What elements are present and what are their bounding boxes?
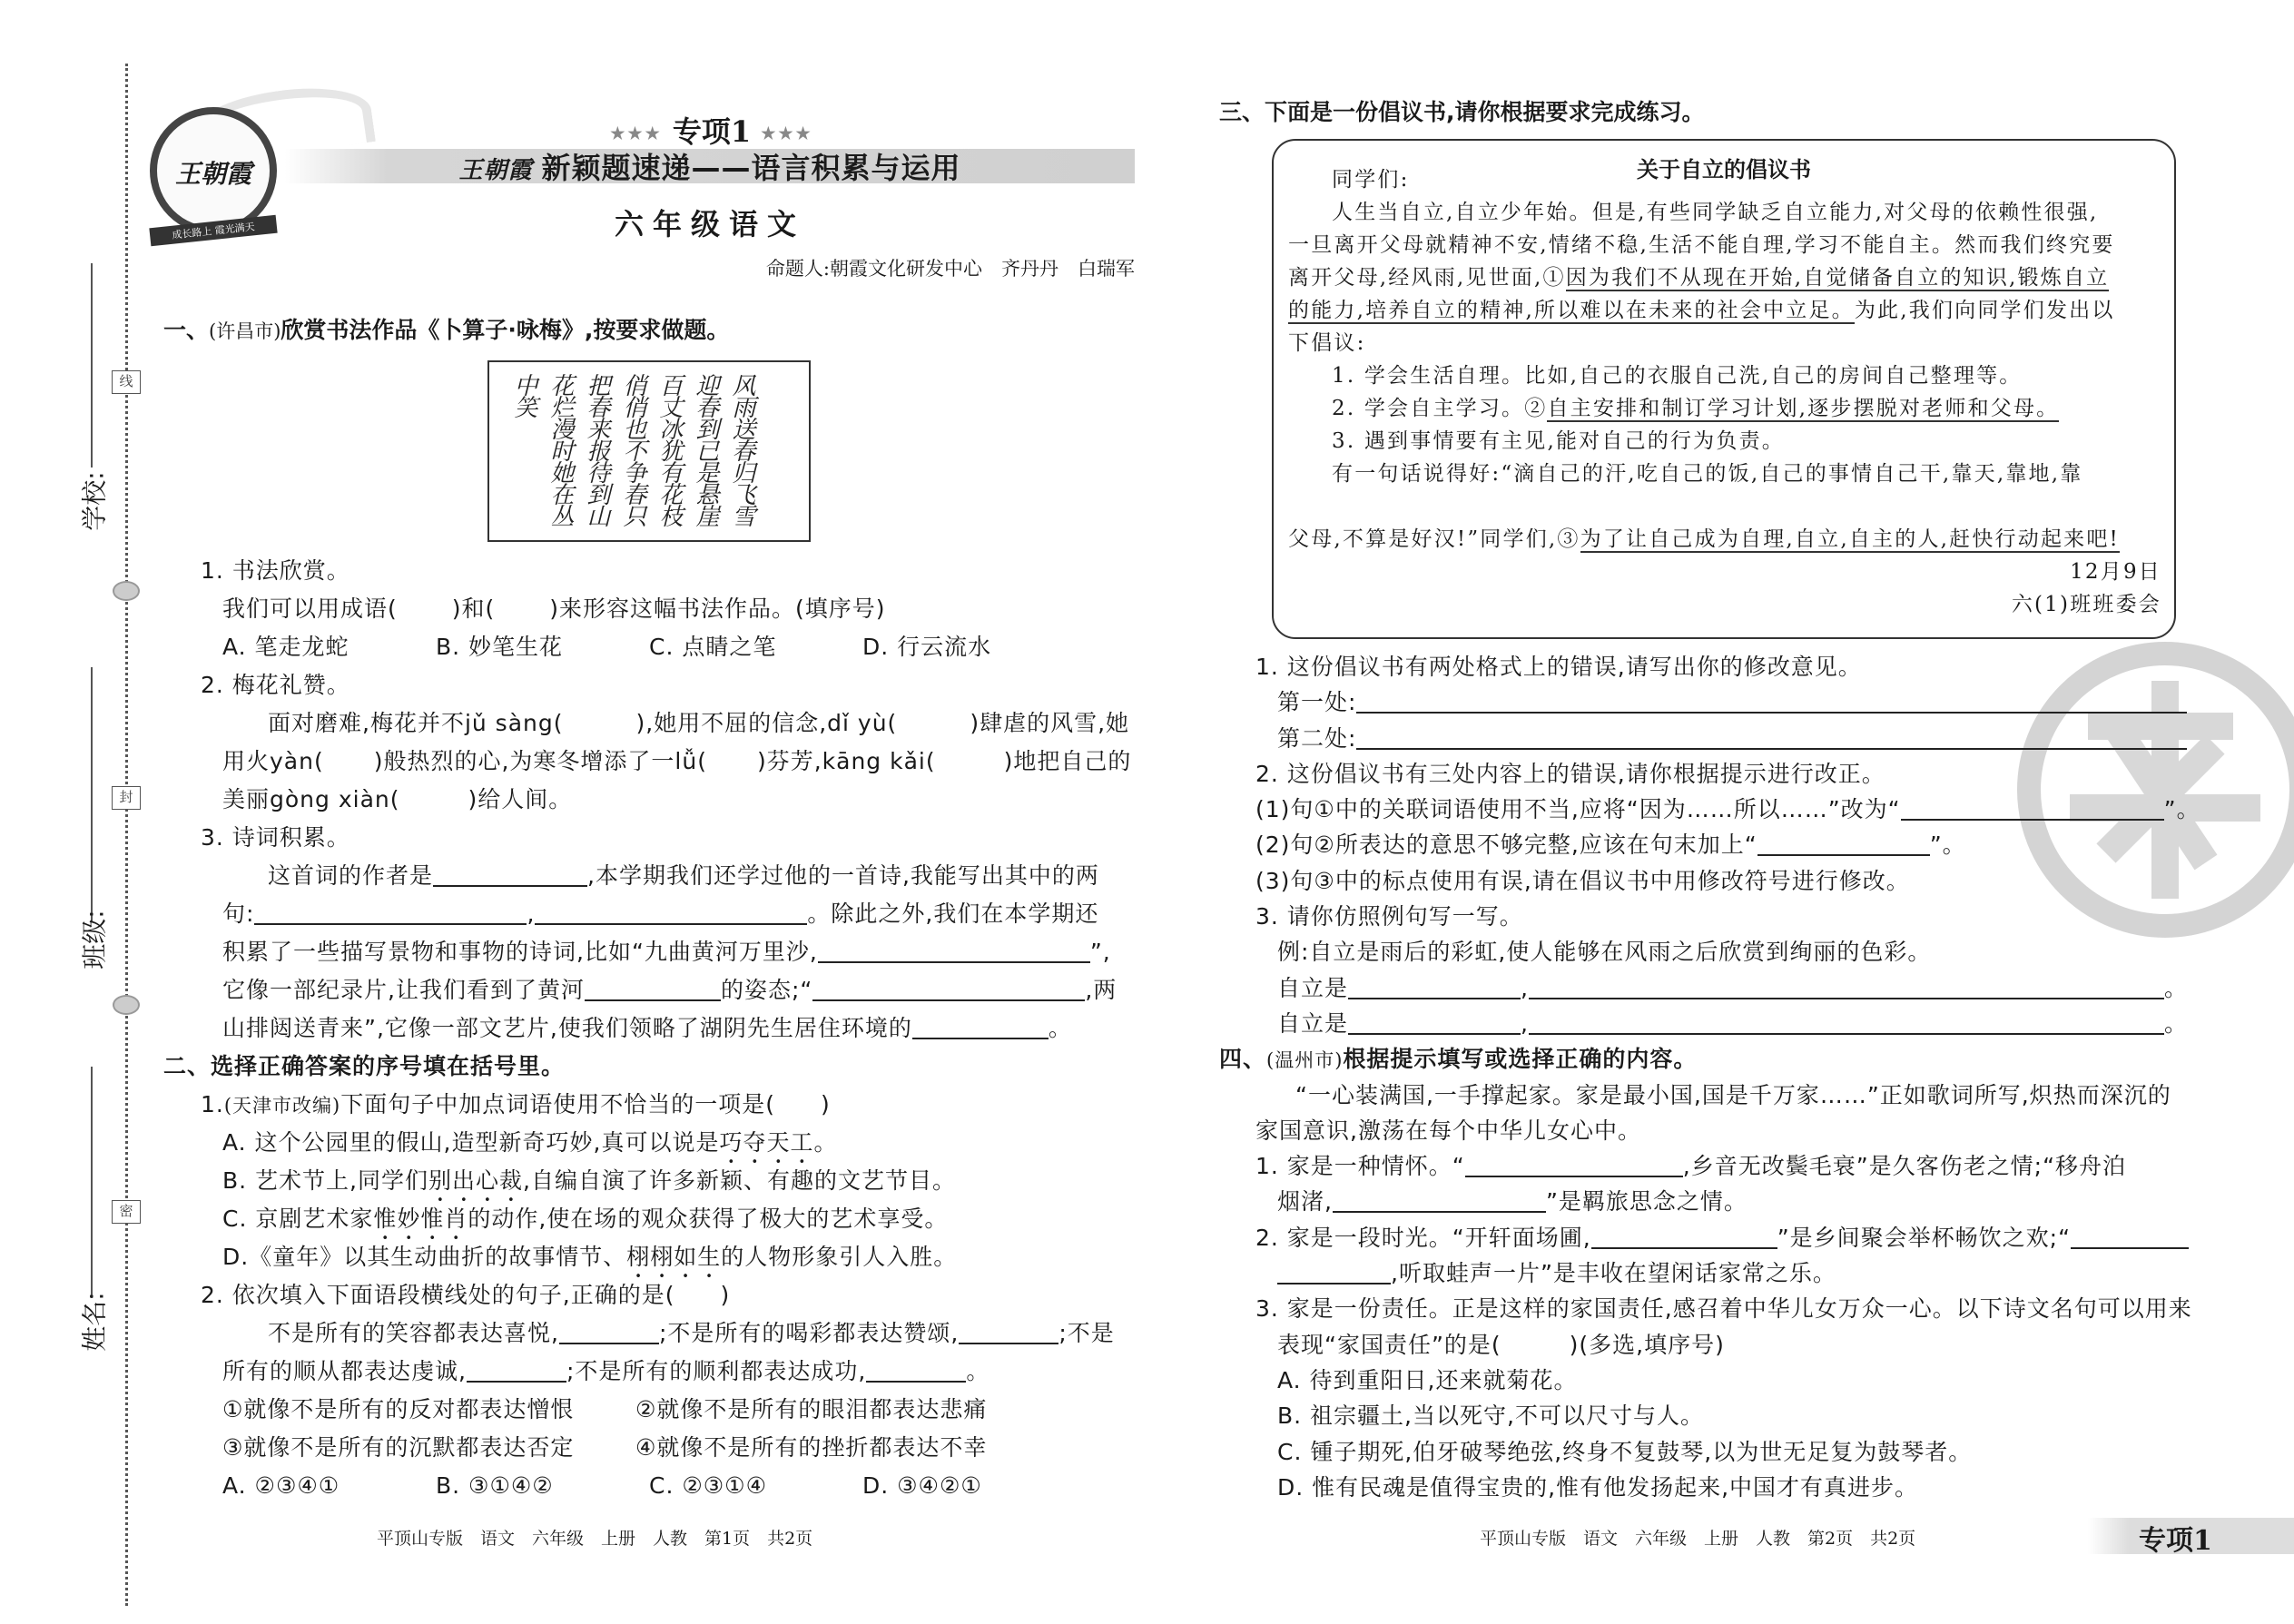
text-segment: 父母,不算是好汉!”同学们,③ — [1288, 527, 1580, 551]
text-segment: , — [527, 901, 536, 927]
answer-blank[interactable] — [866, 1359, 966, 1383]
q4-s1 — [1255, 1148, 2195, 1184]
q1-s1-question — [222, 590, 1138, 628]
text-segment: 的姿态;“ — [720, 977, 813, 1003]
q1-s1-options — [222, 628, 1138, 666]
answer-blank[interactable] — [1277, 1261, 1391, 1284]
text-segment: 2. 依次填入下面语段横线处的句子,正确的是( — [201, 1282, 675, 1308]
letter-line — [1288, 523, 2161, 556]
text-segment: 巧夺天工 — [719, 1129, 814, 1156]
text-segment: 所有的顺从都表达虔诚, — [222, 1358, 467, 1384]
answer-blank[interactable] — [433, 863, 587, 887]
q4-s1 — [1277, 1184, 2195, 1219]
q2-s2-items — [222, 1429, 1138, 1467]
text-segment: 我们可以用成语( — [222, 595, 398, 622]
q3-s3-answer — [1277, 970, 2195, 1006]
letter-signer: 六(1)班班委会 — [2011, 593, 2161, 616]
q1-s3-line — [268, 857, 1138, 895]
answer-blank[interactable] — [1356, 690, 2187, 714]
name-label: 姓名: — [79, 1292, 110, 1352]
q4-intro: 家国意识,激荡在每个中华儿女心中。 — [1255, 1117, 1641, 1144]
class-label: 班级: — [79, 910, 110, 969]
answer-blank[interactable] — [912, 1016, 1049, 1039]
text-segment: 1. — [201, 1091, 224, 1117]
text-segment: (2)句②所表达的意思不够完整,应该在句末加上“ — [1255, 832, 1757, 859]
text-segment: 。 — [966, 1358, 990, 1384]
page-title — [285, 145, 1135, 187]
calligraphy-text: 风雨送春归飞雪迎春到已是悬崖百丈冰犹有花枝俏俏也不争春只把春来报待到山花烂漫时她在丛中笑 — [510, 373, 755, 526]
text-segment: D.《童年》以其生动曲折的故事情节、 — [222, 1244, 627, 1270]
letter-item: 3. 遇到事情要有主见,能对自己的行为负责。 — [1332, 429, 1785, 453]
class-line[interactable] — [91, 667, 93, 921]
item-2: ②就像不是所有的眼泪都表达悲痛 — [635, 1396, 988, 1422]
text-segment: 。 — [1048, 1015, 1072, 1041]
ornament-icon — [113, 995, 140, 1015]
footer-right: 平顶山专版 语文 六年级 上册 人教 第2页 共2页 — [1480, 1529, 1916, 1549]
school-line[interactable] — [91, 263, 93, 468]
q1-s2-line — [268, 704, 1138, 743]
text-segment: 。除此之外,我们在本学期还 — [807, 901, 1099, 927]
text-segment: )地把自己的 — [1003, 748, 1132, 774]
text-segment: ”是乡间聚会举杯畅饮之欢;“ — [1777, 1224, 2072, 1251]
letter-title: 关于自立的倡议书 — [1637, 157, 1811, 182]
letter-line: 有一句话说得好:“滴自己的汗,吃自己的饭,自己的事情自己干,靠天,靠地,靠 — [1332, 462, 2083, 486]
text-segment: 为此,我们向同学们发出以 — [1854, 299, 2115, 322]
brand-signature: 王朝霞 — [458, 157, 533, 184]
text-segment: )给人间。 — [468, 786, 573, 812]
answer-blank[interactable] — [1591, 1225, 1777, 1249]
q4-option-b[interactable]: B. 祖宗疆土,当以死守,不可以尺寸与人。 — [1277, 1403, 1704, 1430]
q3-s2-title: 2. 这份倡议书有三处内容上的错误,请你根据提示进行改正。 — [1255, 760, 1885, 787]
letter-body — [1288, 163, 2161, 621]
q1-s3-line — [222, 971, 1138, 1009]
q1-source: (许昌市) — [209, 320, 281, 342]
text-segment: , — [1521, 974, 1529, 1001]
school-label: 学校: — [79, 471, 110, 531]
text-segment: 自主安排和制订学习计划,逐步摆脱对老师和父母。 — [1547, 397, 2060, 420]
q4-s2 — [1255, 1220, 2195, 1255]
seal-mark-secret: 密 — [112, 1200, 141, 1224]
text-segment — [1288, 490, 2161, 523]
answer-blank[interactable] — [467, 1359, 566, 1383]
text-segment: 惟妙惟肖 — [373, 1206, 468, 1232]
q4-option-c[interactable]: C. 锺子期死,伯牙破琴绝弦,终身不复鼓琴,以为世无足复为鼓琴者。 — [1277, 1438, 1973, 1465]
answer-blank[interactable] — [1348, 976, 1521, 999]
q4-option-d[interactable]: D. 惟有民魂是值得宝贵的,惟有他发扬起来,中国才有真进步。 — [1277, 1473, 1919, 1501]
q1-s3-line — [222, 1009, 1138, 1048]
option-b[interactable]: B. ③①④② — [436, 1472, 554, 1499]
q3-heading: 三、下面是一份倡议书,请你根据要求完成练习。 — [1219, 99, 1705, 125]
name-line[interactable] — [91, 1067, 93, 1298]
text-segment: 栩栩如生 — [626, 1244, 722, 1270]
text-segment: 的人物形象引人入胜。 — [721, 1244, 958, 1270]
text-segment: ,自编自演了许多新颖、有趣的文艺节目。 — [523, 1167, 956, 1194]
text-segment: (1)句①中的关联词语使用不当,应将“因为……所以……”改为“ — [1255, 796, 1901, 823]
text-segment: 不是所有的笑容都表达喜悦, — [268, 1320, 559, 1346]
text-segment: 1. 家是一种情怀。“ — [1255, 1153, 1465, 1180]
text-segment: 的能力,培养自立的精神,所以难以在未来的社会中立足。 — [1288, 299, 1855, 322]
text-segment: )芬芳,kāng kǎi( — [756, 748, 936, 774]
q2-s1-option-b[interactable] — [222, 1162, 1138, 1200]
text-segment: (温州市) — [1266, 1049, 1344, 1072]
answer-blank[interactable] — [818, 940, 1090, 963]
q3-s1-first — [1277, 684, 2195, 720]
answer-blank[interactable] — [1333, 1189, 1546, 1213]
text-segment: 美丽gòng xiàn( — [222, 786, 400, 812]
text-segment: 2. 学会自主学习。② — [1332, 397, 1548, 420]
q2-s2-options — [222, 1467, 1138, 1505]
text-segment: 2. 家是一段时光。“开轩面场圃, — [1255, 1224, 1591, 1251]
q3-s1-second — [1277, 721, 2195, 756]
text-segment: 第一处: — [1277, 689, 1357, 716]
q1-s1-title: 1. 书法欣赏。 — [201, 557, 350, 584]
option-c[interactable]: C. 点睛之笔 — [649, 634, 777, 660]
logo-text: 王朝霞 — [174, 159, 251, 189]
text-segment: 因为我们不从现在开始,自觉储备自立的知识,锻炼自立 — [1565, 266, 2110, 290]
calligraphy-image — [487, 360, 811, 542]
q2-s1-title — [201, 1086, 1138, 1124]
q2-s1-option-a[interactable] — [222, 1124, 1138, 1162]
text-segment: B. 艺术节上,同学们 — [222, 1167, 428, 1194]
text-segment: ”。 — [1929, 832, 1966, 859]
answer-blank[interactable] — [2071, 1225, 2189, 1249]
text-segment: ,乡音无改鬓毛衰”是久客伤老之情;“移舟泊 — [1682, 1153, 2127, 1180]
text-segment: )般热烈的心,为寒冬增添了一lǚ( — [373, 748, 707, 774]
text-segment: ,本学期我们还学过他的一首诗,我能写出其中的两 — [587, 862, 1099, 889]
q1-s2-line — [222, 743, 1138, 781]
text-segment: 这首词的作者是 — [268, 862, 434, 889]
q4-option-a[interactable]: A. 待到重阳日,还来就菊花。 — [1277, 1366, 1578, 1393]
text-segment: 烟渚, — [1277, 1188, 1333, 1216]
letter-line — [1288, 294, 2161, 327]
item-3: ③就像不是所有的沉默都表达否定 — [222, 1434, 575, 1461]
binding-dotted-line — [125, 64, 128, 1606]
stars-icon: ★★★ — [761, 124, 813, 143]
text-segment: )来形容这幅书法作品。(填序号) — [549, 595, 886, 622]
text-segment: 自立是 — [1277, 974, 1349, 1001]
q1-heading — [163, 311, 729, 350]
seal-mark-seal: 封 — [112, 786, 141, 810]
letter-item — [1332, 392, 2161, 425]
text-segment: ;不是所有的顺利都表达成功, — [566, 1358, 867, 1384]
text-segment: ) — [720, 1282, 731, 1308]
q3-s3-title: 3. 请你仿照例句写一写。 — [1255, 903, 1523, 930]
letter-line: 一旦离开父母就精神不安,情绪不稳,生活不能自理,学习不能自主。然而我们终究要 — [1288, 233, 2115, 257]
answer-blank[interactable] — [1529, 976, 2164, 999]
section-tag-label: 专项1 — [672, 114, 752, 149]
text-segment: ”, — [1089, 939, 1111, 965]
q4-s3-title — [1277, 1327, 2195, 1363]
text-segment: 。 — [813, 1129, 838, 1156]
text-segment: 离开父母,经风雨,见世面,① — [1288, 266, 1566, 290]
letter-line — [1288, 261, 2161, 294]
q1-s3-line — [222, 933, 1138, 971]
letter-greeting: 同学们: — [1332, 168, 1410, 192]
q3-s2-a — [1255, 792, 2200, 827]
text-segment: ,两 — [1085, 977, 1117, 1003]
text-segment: A. 这个公园里的假山,造型新奇巧妙,真可以说是 — [222, 1129, 720, 1156]
proposal-letter — [1272, 139, 2176, 639]
option-b[interactable]: B. 妙笔生花 — [436, 634, 564, 660]
answer-blank[interactable] — [1348, 1011, 1521, 1035]
text-segment: , — [1521, 1009, 1529, 1037]
option-d[interactable]: D. 行云流水 — [862, 634, 992, 660]
text-segment: 自立是 — [1277, 1009, 1349, 1037]
answer-blank[interactable] — [535, 901, 807, 925]
option-a[interactable]: A. 笔走龙蛇 — [222, 634, 350, 660]
q3-s3-example: 例:自立是雨后的彩虹,使人能够在风雨之后欣赏到绚丽的色彩。 — [1277, 939, 1932, 966]
text-segment: ;不是所有的喝彩都表达赞颂, — [658, 1320, 960, 1346]
answer-blank[interactable] — [1529, 1011, 2164, 1035]
text-segment: ”。 — [2163, 796, 2200, 823]
text-segment: 别出心裁 — [428, 1167, 524, 1194]
q2-s2-passage — [268, 1314, 1138, 1353]
text-segment: 为了让自己成为自理,自立,自主的人,赶快行动起来吧! — [1580, 527, 2121, 551]
item-1: ①就像不是所有的反对都表达憎恨 — [222, 1396, 575, 1422]
item-4: ④就像不是所有的挫折都表达不幸 — [635, 1434, 988, 1461]
q3-s3-answer — [1277, 1006, 2195, 1041]
q1-number: 一、 — [163, 317, 210, 343]
left-body — [163, 552, 1138, 1505]
q2-s1-option-c[interactable] — [222, 1200, 1138, 1238]
answer-blank[interactable] — [812, 978, 1085, 1001]
main-title: 新颖题速递——语言积累与运用 — [541, 151, 961, 185]
text-segment: C. 京剧艺术家 — [222, 1206, 374, 1232]
text-segment: ”是羁旅思念之情。 — [1545, 1188, 1748, 1216]
option-c[interactable]: C. ②③①④ — [649, 1472, 767, 1499]
q2-s2-passage — [222, 1353, 1138, 1391]
letter-line: 人生当自立,自立少年始。但是,有些同学缺乏自立能力,对父母的依赖性很强, — [1332, 201, 2099, 224]
text-segment: 下面句子中加点词语使用不恰当的一项是( — [340, 1091, 776, 1117]
option-a[interactable]: A. ②③④① — [222, 1472, 340, 1499]
answer-blank[interactable] — [559, 1321, 659, 1344]
q4-intro: “一心装满国,一手撑起家。家是最小国,国是千万家……”正如歌词所写,炽热而深沉的 — [1295, 1081, 2171, 1108]
text-segment: 第二处: — [1277, 724, 1357, 752]
letter-item: 1. 学会生活自理。比如,自己的衣服自己洗,自己的房间自己整理等。 — [1332, 364, 2023, 388]
q4-s3-title: 3. 家是一份责任。正是这样的家国责任,感召着中华儿女万众一心。以下诗文名句可以用来 — [1255, 1295, 2192, 1323]
q2-s2-items — [222, 1391, 1138, 1429]
text-segment: ),她用不屈的信念,dǐ yù( — [635, 710, 898, 736]
text-segment: 表现“家国责任”的是( — [1277, 1331, 1501, 1358]
text-segment: 积累了一些描写景物和事物的诗词,比如“九曲黄河万里沙, — [222, 939, 818, 965]
subject-title: 六年级语文 — [614, 207, 805, 241]
authors: 命题人:朝霞文化研发中心 齐丹丹 白瑞军 — [765, 258, 1135, 280]
section-badge — [2088, 1518, 2294, 1557]
text-segment: ,听取蛙声一片”是丰收在望闲话家常之乐。 — [1391, 1260, 1836, 1287]
text-segment: ) — [821, 1091, 831, 1117]
q1-text: 欣赏书法作品《卜算子·咏梅》,按要求做题。 — [281, 317, 730, 343]
q1-s2-line — [222, 781, 1138, 819]
q2-heading: 二、选择正确答案的序号填在括号里。 — [163, 1053, 566, 1079]
text-segment: 句: — [222, 901, 255, 927]
q2-s2-title — [201, 1276, 1138, 1314]
seal-mark-line: 线 — [112, 370, 141, 394]
q1-s2-title: 2. 梅花礼赞。 — [201, 672, 350, 698]
answer-blank[interactable] — [1465, 1154, 1683, 1177]
text-segment: 它像一部纪录片,让我们看到了黄河 — [222, 977, 585, 1003]
q2-s1-option-d[interactable] — [222, 1238, 1138, 1276]
text-segment: 。 — [2163, 1009, 2188, 1037]
q3-s2-c: (3)句③中的标点使用有误,请在倡议书中用修改符号进行修改。 — [1255, 867, 1910, 894]
letter-date: 12月9日 — [2070, 560, 2161, 584]
answer-blank[interactable] — [1757, 832, 1930, 856]
text-segment: )和( — [451, 595, 496, 622]
answer-blank[interactable] — [254, 901, 527, 925]
q4-heading — [1219, 1041, 2195, 1077]
footer-left: 平顶山专版 语文 六年级 上册 人教 第1页 共2页 — [377, 1529, 813, 1549]
text-segment: )肆虐的风雪,她 — [970, 710, 1130, 736]
letter-line: 下倡议: — [1288, 331, 1366, 355]
text-segment: 的动作,使在场的观众获得了极大的艺术享受。 — [468, 1206, 949, 1232]
stars-icon: ★★★ — [610, 124, 663, 143]
text-segment: 用火yàn( — [222, 748, 324, 774]
text-segment: ;不是 — [1058, 1320, 1115, 1346]
q1-s3-line — [222, 895, 1138, 933]
q1-s3-title: 3. 诗词积累。 — [201, 824, 350, 851]
text-segment: 。 — [2163, 974, 2188, 1001]
answer-blank[interactable] — [585, 978, 721, 1001]
q3-s1-title: 1. 这份倡议书有两处格式上的错误,请写出你的修改意见。 — [1255, 654, 1862, 680]
text-segment: 山排闼送青来”,它像一部文艺片,使我们领略了湖阴先生居住环境的 — [222, 1015, 912, 1041]
answer-blank[interactable] — [1356, 726, 2187, 750]
text-segment: 四、 — [1219, 1046, 1267, 1073]
text-segment: )(多选,填序号) — [1569, 1331, 1725, 1358]
text-segment: (天津市改编) — [223, 1095, 341, 1117]
q4-s2 — [1277, 1255, 2195, 1291]
answer-blank[interactable] — [1901, 797, 2164, 821]
logo-motto: 成长路上 霞光满天 — [149, 215, 277, 247]
answer-blank[interactable] — [959, 1321, 1058, 1344]
text-segment: 面对磨难,梅花并不jǔ sàng( — [268, 710, 564, 736]
ornament-icon — [113, 581, 140, 601]
section-badge-label: 专项1 — [2139, 1525, 2212, 1557]
option-d[interactable]: D. ③④②① — [862, 1472, 982, 1499]
q3-s2-b — [1255, 827, 2195, 862]
text-segment: 根据提示填写或选择正确的内容。 — [1343, 1046, 1698, 1073]
right-body — [1219, 649, 2200, 1505]
